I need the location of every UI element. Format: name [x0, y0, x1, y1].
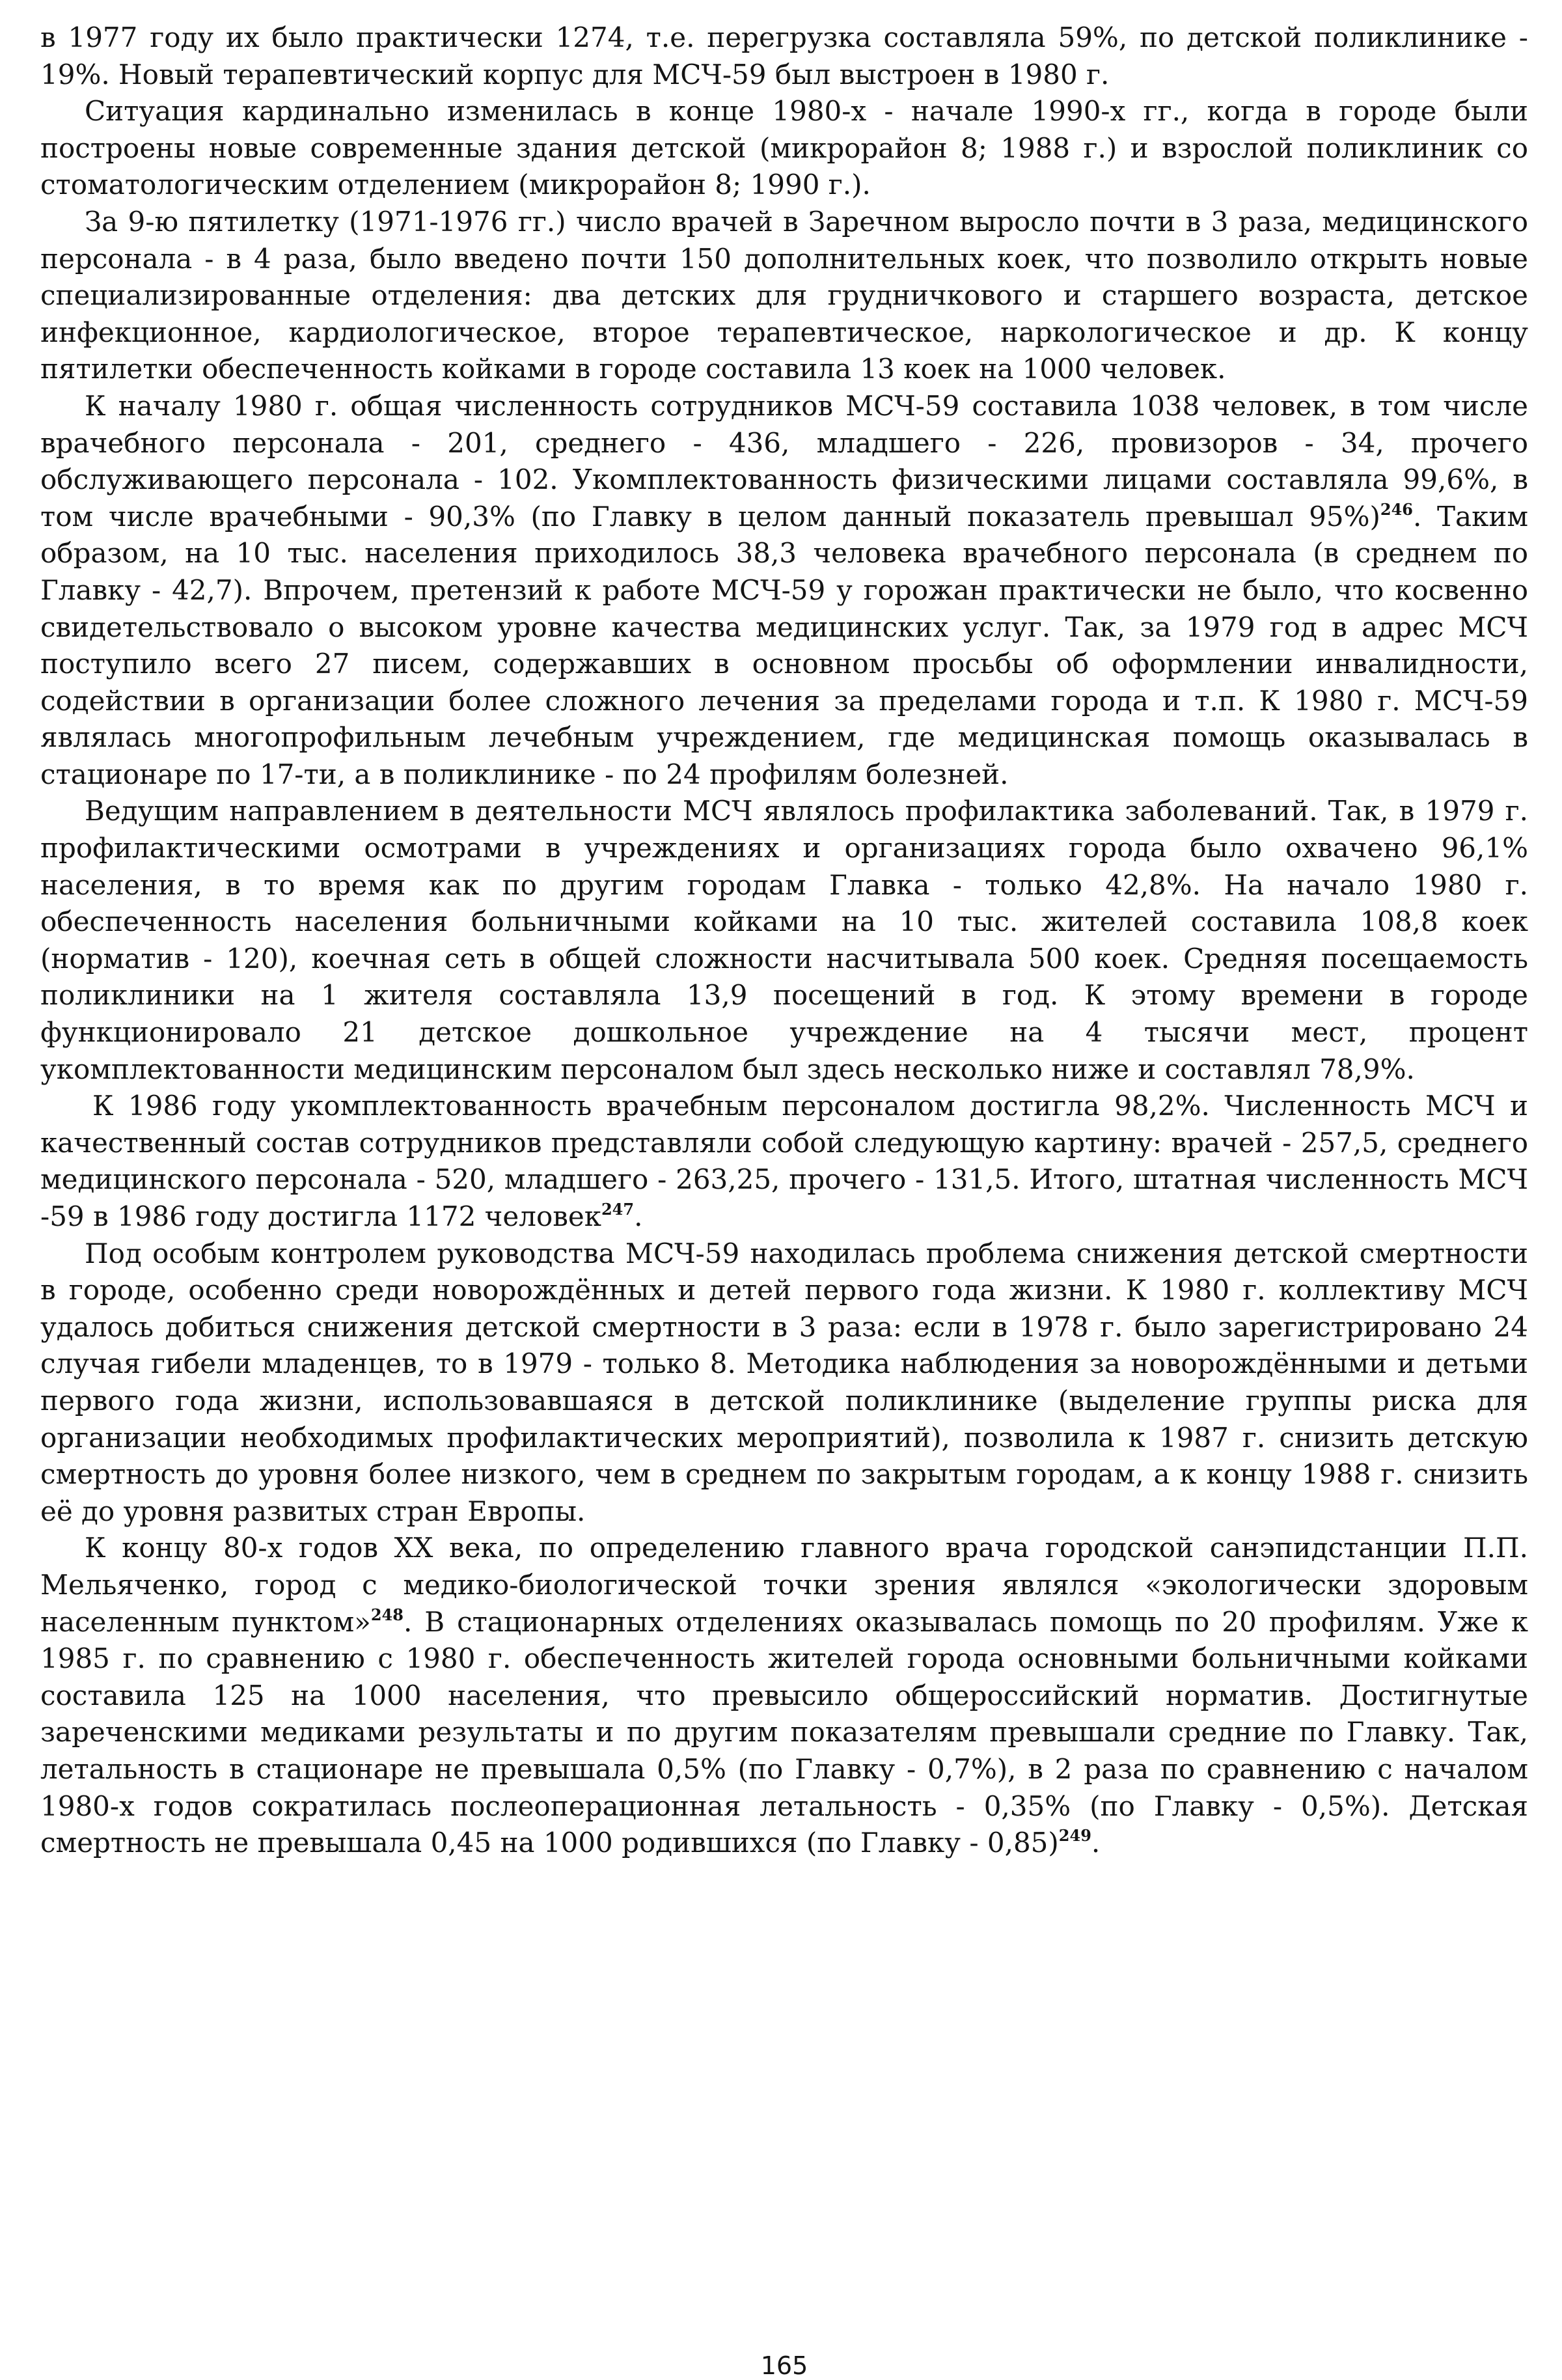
footnote-ref-247: 247 — [601, 1200, 635, 1219]
paragraph-3: За 9-ю пятилетку (1971-1976 гг.) число врачей в Заречном выросло почти в 3 раза, медицинского персонала - в 4 раза, было введено почти 150 дополнительных коек, что позволило открыть новые специализированные отделения: два детских для грудничкового и старшего возраста, детское инфекционное, кардиологическое, второе терапевтическое, наркологическое и др. К концу пятилетки обеспеченность койками в городе составила 13 коек на 1000 человек. — [40, 205, 1528, 385]
footnote-ref-248: 248 — [370, 1605, 404, 1624]
paragraph-8: К концу 80-х годов XX века, по определению главного врача городской санэпидстанции П.П. Мельяченко, город с медико-биологической точки зрения являлся «экологически здоровым населенным пунктом»$^{248}$. В стационарных отделениях оказывалась помощь по 20 профилям. Уже к 1985 г. по сравнению с 1980 г. обеспеченность жителей города основными больничными койками составила 125 на 1000 населения, что превысило общероссийский норматив. Достигнутые зареченскими медиками результаты и по другим показателям превышали средние по Главку. Так, летальность в стационаре не превышала 0,5% (по Главку - 0,7%), в 2 раза по сравнению с началом 1980-х годов сократилась послеоперационная летальность - 0,35% (по Главку - 0,5%). Детская смертность не превышала 0,45 на 1000 родившихся (по Главку - 0,85)$^{249}$. — [40, 1532, 1528, 1859]
footnote-ref-249: 249 — [1058, 1826, 1091, 1846]
paragraph-7: Под особым контролем руководства МСЧ-59 находилась проблема снижения детской смертности в городе, особенно среди новорождённых и детей первого года жизни. К 1980 г. коллективу МСЧ удалось добиться снижения детской смертности в 3 раза: если в 1978 г. было зарегистрировано 24 случая гибели младенцев, то в 1979 - только 8. Методика наблюдения за новорождёнными и детьми первого года жизни, использовавшаяся в детской поликлинике (выделение группы риска для организации необходимых профилактических мероприятий), позволила к 1987 г. снизить детскую смертность до уровня более низкого, чем в среднем по закрытым городам, а к концу 1988 г. снизить её до уровня развитых стран Европы. — [40, 1237, 1528, 1527]
paragraph-2: Ситуация кардинально изменилась в конце 1980-х - начале 1990-х гг., когда в городе были построены новые современные здания детской (микрорайон 8; 1988 г.) и взрослой поликлиник со стоматологическим отделением (микрорайон 8; 1990 г.). — [40, 95, 1528, 201]
footnote-ref-246: 246 — [1380, 499, 1414, 519]
page-number: 165 — [760, 2351, 808, 2380]
paragraph-1: в 1977 году их было практически 1274, т.е. перегрузка составляла 59%, по детской поликлинике - 19%. Новый терапевтический корпус для МСЧ-59 был выстроен в 1980 г. — [40, 21, 1528, 90]
paragraph-4: К началу 1980 г. общая численность сотрудников МСЧ-59 составила 1038 человек, в том числе врачебного персонала - 201, среднего - 436, младшего - 226, провизоров - 34, прочего обслуживающего персонала - 102. Укомплектованность физическими лицами составляла 99,6%, в том числе врачебными - 90,3% (по Главку в целом данный показатель превышал 95%)$^{246}$. Таким образом, на 10 тыс. населения приходилось 38,3 человека врачебного персонала (в среднем по Главку - 42,7). Впрочем, претензий к работе МСЧ-59 у горожан практически не было, что косвенно свидетельствовало о высоком уровне качества медицинских услуг. Так, за 1979 год в адрес МСЧ поступило всего 27 писем, содержавших в основном просьбы об оформлении инвалидности, содействии в организации более сложного лечения за пределами города и т.п. К 1980 г. МСЧ-59 являлась многопрофильным лечебным учреждением, где медицинская помощь оказывалась в стационаре по 17-ти, а в поликлинике - по 24 профилям болезней. — [40, 389, 1528, 790]
paragraph-5: Ведущим направлением в деятельности МСЧ являлось профилактика заболеваний. Так, в 1979 г. профилактическими осмотрами в учреждениях и организациях города было охвачено 96,1% населения, в то время как по другим городам Главка - только 42,8%. На начало 1980 г. обеспеченность населения больничными койками на 10 тыс. жителей составила 108,8 коек (норматив - 120), коечная сеть в общей сложности насчитывала 500 коек. Средняя посещаемость поликлиники на 1 жителя составляла 13,9 посещений в год. К этому времени в городе функционировало 21 детское дошкольное учреждение на 4 тысячи мест, процент укомплектованности медицинским персоналом был здесь несколько ниже и составлял 78,9%. — [40, 795, 1528, 1085]
paragraph-6: К 1986 году укомплектованность врачебным персоналом достигла 98,2%. Численность МСЧ и качественный состав сотрудников представляли собой следующую картину: врачей - 257,5, среднего медицинского персонала - 520, младшего - 263,25, прочего - 131,5. Итого, штатная численность МСЧ -59 в 1986 году достигла 1172 человек$^{247}$. — [40, 1090, 1528, 1232]
document-page — [40, 20, 1528, 2380]
